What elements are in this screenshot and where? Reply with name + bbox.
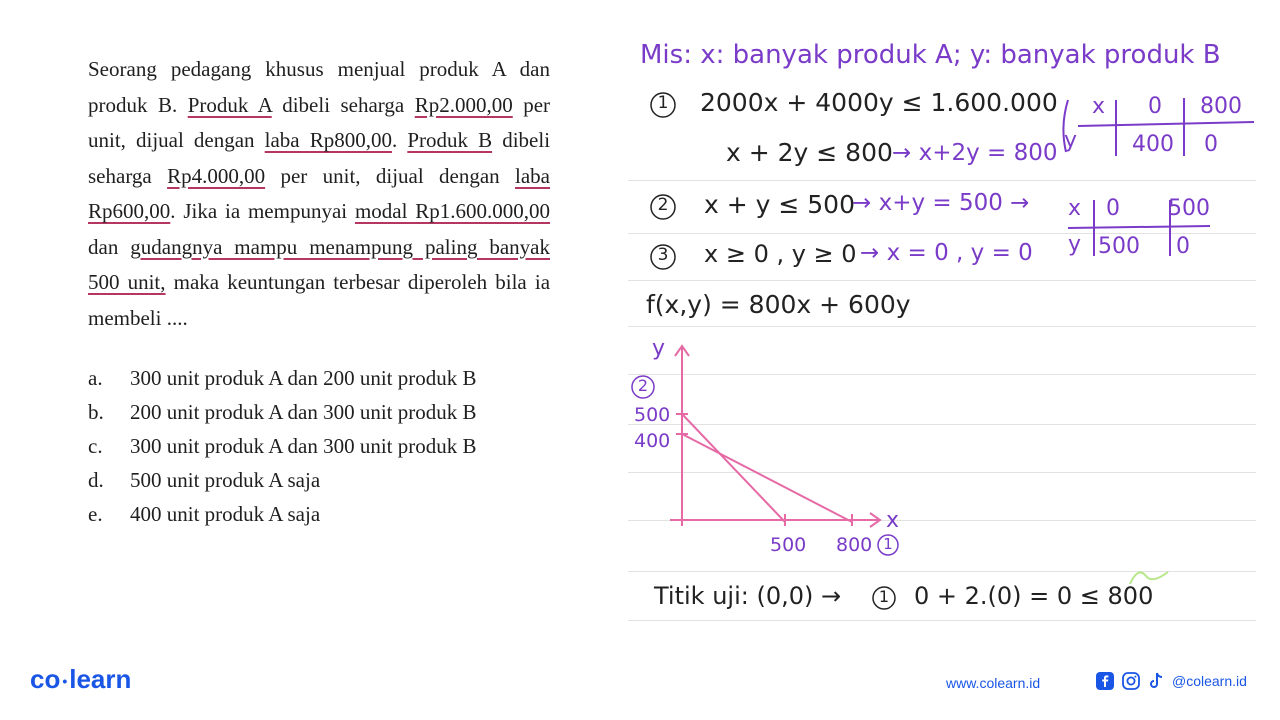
problem-underline-profit-a: laba Rp800,00 [264, 128, 392, 152]
option-text: 400 unit produk A saja [130, 502, 321, 526]
problem-text-2: dibeli seharga [282, 92, 405, 117]
problem-underline-profit-b: laba Rp600,00 [88, 163, 551, 223]
feasible-region-graph [630, 330, 920, 560]
variable-definition: Mis: x: banyak produk A; y: banyak produk B [640, 40, 1221, 70]
test-circled-number: 1 [878, 587, 890, 606]
problem-text-1: Seorang pedagang khusus menjual produk A dan produk B. [88, 57, 550, 117]
option-c[interactable] [88, 429, 550, 463]
logo-dot: • [62, 673, 68, 690]
table-1-x2: 800 [1200, 94, 1242, 119]
option-d[interactable] [88, 463, 550, 497]
table-2-grid [1058, 194, 1258, 264]
table-1-x-label: x [1092, 94, 1106, 119]
circled-number-2: 2 [657, 195, 669, 215]
problem-text-7: . Jika ia mempunyai [170, 199, 348, 223]
instagram-icon[interactable] [1122, 672, 1140, 690]
constraint-3-axes: → x = 0 , y = 0 [860, 240, 1033, 266]
table-2-x-label: x [1068, 196, 1082, 221]
problem-underline-capacity: gudangnya mampu menampung paling banyak 500 unit, [88, 234, 550, 294]
option-text: 300 unit produk A dan 300 unit produk B [130, 434, 477, 458]
table-2-y1: 500 [1098, 234, 1140, 259]
option-letter: e. [88, 502, 103, 526]
ruled-line [628, 620, 1256, 621]
table-2-y2: 0 [1176, 234, 1190, 259]
option-b[interactable] [88, 395, 550, 429]
table-1-y1: 400 [1132, 132, 1174, 157]
logo-text-co: co [30, 664, 61, 694]
test-point-label: Titik uji: (0,0) → [654, 582, 842, 610]
constraint-1-simplified: x + 2y ≤ 800 [726, 138, 893, 167]
constraint-2-line-equation: → x+y = 500 → [852, 190, 1030, 216]
option-text: 200 unit produk A dan 300 unit produk B [130, 400, 477, 424]
facebook-icon[interactable] [1096, 672, 1114, 690]
table-2-y-label: y [1068, 232, 1082, 257]
problem-text [88, 52, 550, 336]
table-2-x1: 0 [1106, 196, 1120, 221]
option-e[interactable] [88, 497, 550, 531]
problem-text-9: maka keuntungan terbesar diperoleh bila ia membeli .... [88, 270, 551, 330]
problem-text-8: dan [88, 234, 119, 259]
answer-options [88, 361, 550, 531]
graph-y-tick-400: 400 [634, 430, 671, 452]
objective-function: f(x,y) = 800x + 600y [646, 290, 911, 319]
social-links [1096, 672, 1247, 690]
test-point-calculation: 0 + 2.(0) = 0 ≤ 800 [914, 582, 1154, 610]
table-1-x1: 0 [1148, 94, 1162, 119]
constraint-1-original: 2000x + 4000y ≤ 1.600.000 [700, 88, 1058, 117]
ruled-line [628, 180, 1256, 181]
circled-number-3: 3 [657, 245, 669, 265]
problem-text-6: per unit, dijual dengan [280, 163, 500, 188]
problem-text-4: . [391, 128, 398, 152]
ruled-line [628, 280, 1256, 281]
colearn-logo [30, 664, 131, 695]
problem-text-3: per unit, dijual dengan [88, 92, 551, 152]
graph-y-tick-500: 500 [634, 404, 671, 426]
constraint-3: x ≥ 0 , y ≥ 0 [704, 240, 857, 268]
graph-x-tick-800: 800 [836, 534, 873, 556]
graph-x-tick-500: 500 [770, 534, 807, 556]
problem-underline-capital: modal Rp1.600.000,00 [354, 199, 551, 223]
tiktok-icon[interactable] [1148, 672, 1164, 690]
graph-mark-1: 1 [883, 535, 893, 553]
option-letter: a. [88, 366, 103, 390]
constraint-2: x + y ≤ 500 [704, 190, 855, 219]
website-link[interactable]: www.colearn.id [946, 675, 1041, 691]
option-text: 300 unit produk A dan 200 unit produk B [130, 366, 477, 390]
table-1-y2: 0 [1204, 132, 1218, 157]
table-1-y-label: y [1064, 128, 1078, 153]
logo-text-learn: learn [69, 664, 132, 694]
graph-x-axis-label: x [886, 508, 900, 533]
option-text: 500 unit produk A saja [130, 468, 321, 492]
option-letter: c. [88, 434, 103, 458]
problem-underline-price-a: Rp2.000,00 [414, 92, 513, 117]
option-a[interactable] [88, 361, 550, 395]
graph-mark-2: 2 [637, 376, 649, 395]
circled-number-1: 1 [657, 93, 669, 113]
option-letter: d. [88, 468, 104, 492]
social-handle[interactable]: @colearn.id [1172, 673, 1247, 689]
pen-scribble-icon [1124, 562, 1174, 592]
problem-underline-product-a: Produk A [187, 92, 272, 117]
constraint-1-line-equation: → x+2y = 800 [892, 140, 1058, 166]
problem-underline-product-b: Produk B [407, 128, 493, 152]
ruled-line [628, 326, 1256, 327]
graph-y-axis-label: y [652, 336, 666, 361]
problem-underline-price-b: Rp4.000,00 [167, 163, 266, 188]
table-2-x2: 500 [1168, 196, 1210, 221]
option-letter: b. [88, 400, 104, 424]
problem-text-5: dibeli seharga [88, 128, 551, 188]
